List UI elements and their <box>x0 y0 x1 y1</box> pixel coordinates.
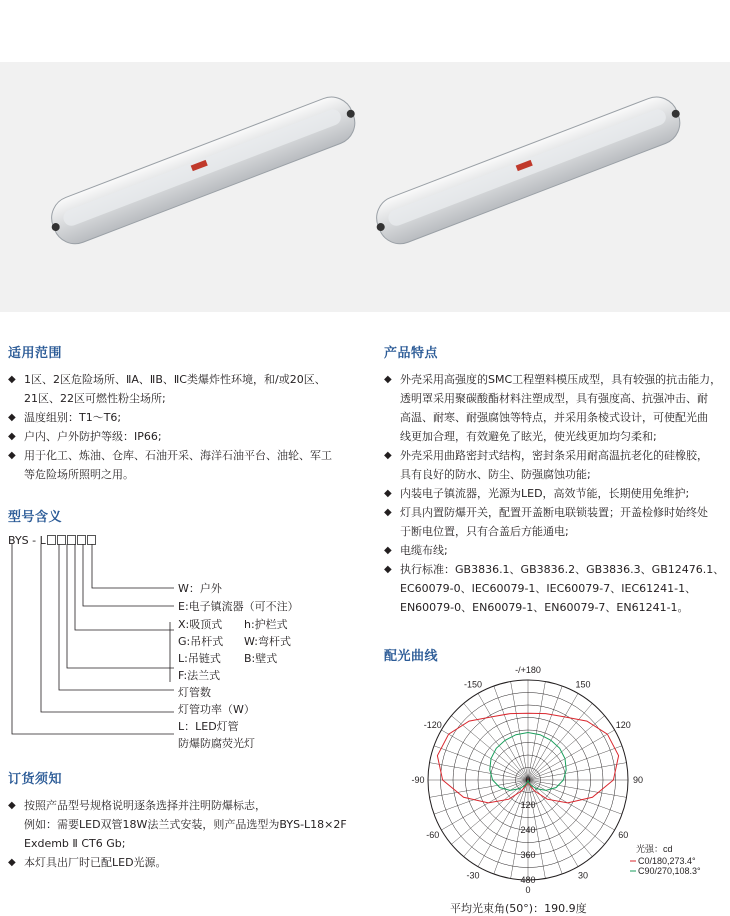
model-label-pole: G:吊杆式 <box>178 635 224 648</box>
polar-angle-label: 30 <box>577 870 589 881</box>
model-label-ceiling: X:吸顶式 <box>178 618 223 631</box>
features-item-line: 具有良好的防水、防尘、防强腐蚀功能; <box>400 468 591 481</box>
model-label-product-name: 防爆防腐荧光灯 <box>178 737 255 750</box>
application-item-line: 温度组别：T1～T6; <box>24 411 122 424</box>
application-item-line: 1区、2区危险场所、ⅡA、ⅡB、ⅡC类爆炸性环境，和/或20区、 <box>24 373 326 386</box>
order-item-line: 本灯具出厂时已配LED光源。 <box>24 856 167 869</box>
bullet-diamond-icon: ◆ <box>8 800 16 811</box>
legend-entry: C90/270,108.3° <box>638 866 701 876</box>
order-item <box>8 796 368 853</box>
features-item-line: 内装电子镇流器，光源为LED，高效节能，长期使用免维护; <box>400 487 690 500</box>
features-item <box>384 370 730 446</box>
features-item <box>384 446 730 484</box>
polar-angle-label: 120 <box>615 720 631 730</box>
product-photo <box>0 62 730 312</box>
order-item-line: 例如：需要LED双管18W法兰式安装，则产品选型为BYS-L18×2F <box>24 818 347 831</box>
order-item <box>8 853 368 872</box>
bullet-diamond-icon: ◆ <box>8 412 16 423</box>
features-item-line: 外壳采用高强度的SMC工程塑料模压成型，具有较强的抗击能力， <box>400 373 722 386</box>
order-title: 订货须知 <box>8 772 63 787</box>
features-item-line: 电缆布线; <box>400 544 448 557</box>
application-item-line: 21区、22区可燃性粉尘场所; <box>24 392 166 405</box>
features-item <box>384 503 730 541</box>
features-item-line: 线更加合理，有效避免了眩光，使光线更加均匀柔和; <box>400 430 657 443</box>
curve-title: 配光曲线 <box>384 649 439 664</box>
features-item-line: 灯具内置防爆开关，配置开盖断电联锁装置；开盖检修时始终处 <box>400 506 708 519</box>
lamp-image-left <box>43 90 363 251</box>
bullet-diamond-icon: ◆ <box>8 431 16 442</box>
order-item-line: 按照产品型号规格说明逐条选择并注明防爆标志， <box>24 799 266 812</box>
application-item <box>8 427 358 446</box>
polar-angle-label: -30 <box>466 870 480 881</box>
features-item <box>384 541 730 560</box>
model-label-bent-pole: W:弯杆式 <box>244 635 291 648</box>
features-title: 产品特点 <box>384 346 439 361</box>
polar-angle-label: 90 <box>632 775 644 785</box>
polar-radial-tick: 120 <box>520 800 536 810</box>
application-title: 适用范围 <box>8 346 63 361</box>
features-item-line: 外壳采用曲路密封式结构，密封条采用耐高温抗老化的硅橡胶， <box>400 449 708 462</box>
bullet-diamond-icon: ◆ <box>8 374 16 385</box>
application-item-line: 用于化工、炼油、仓库、石油开采、海洋石油平台、油轮、军工 <box>24 449 332 462</box>
legend-entry: C0/180,273.4° <box>638 856 696 866</box>
features-item-line: 执行标准：GB3836.1、GB3836.2、GB3836.3、GB12476.1、 <box>400 563 725 576</box>
application-item-line: 等危险场所照明之用。 <box>24 468 134 481</box>
order-item-line: Exdemb Ⅱ CT6 Gb; <box>24 837 126 850</box>
lamp-image-right <box>368 90 688 251</box>
model-diagram-lines <box>0 540 180 750</box>
features-item <box>384 484 730 503</box>
bullet-diamond-icon: ◆ <box>384 488 392 499</box>
polar-angle-label: -150 <box>463 679 483 690</box>
polar-angle-label: 60 <box>618 830 629 840</box>
bullet-diamond-icon: ◆ <box>8 450 16 461</box>
model-label-led-tube: L：LED灯管 <box>178 720 239 733</box>
application-item <box>8 408 358 427</box>
model-title: 型号含义 <box>8 510 63 525</box>
model-label-outdoor: W：户外 <box>178 582 222 595</box>
features-item-line: 透明罩采用聚碳酸酯材料注塑成型，具有强度高、抗强冲击、耐 <box>400 392 708 405</box>
application-item-line: 户内、户外防护等级：IP66; <box>24 430 162 443</box>
application-item <box>8 446 358 484</box>
polar-radial-tick: 0 <box>525 775 531 785</box>
product-banner <box>0 62 730 312</box>
features-item <box>384 560 730 617</box>
light-distribution-chart <box>400 665 730 900</box>
polar-radial-tick: 240 <box>520 825 536 835</box>
bullet-diamond-icon: ◆ <box>8 857 16 868</box>
polar-angle-label: 150 <box>575 679 591 690</box>
polar-angle-label: -/+180 <box>515 665 541 675</box>
model-code: BYS - L <box>8 534 96 547</box>
polar-angle-label: 0 <box>525 885 531 895</box>
model-label-flange: F:法兰式 <box>178 669 221 682</box>
polar-angle-label: -90 <box>411 775 425 785</box>
average-beam-angle: 平均光束角(50°)：190.9度 <box>450 902 587 915</box>
bullet-diamond-icon: ◆ <box>384 564 392 575</box>
features-item-line: 高温、耐寒、耐强腐蚀等特点，并采用条棱式设计，可使配光曲 <box>400 411 708 424</box>
bullet-diamond-icon: ◆ <box>384 545 392 556</box>
bullet-diamond-icon: ◆ <box>384 450 392 461</box>
polar-angle-label: -120 <box>423 720 442 730</box>
model-label-guardrail: h:护栏式 <box>244 618 288 631</box>
bullet-diamond-icon: ◆ <box>384 507 392 518</box>
polar-radial-tick: 360 <box>520 850 536 860</box>
model-label-wall: B:壁式 <box>244 652 278 665</box>
bullet-diamond-icon: ◆ <box>384 374 392 385</box>
features-item-line: 于断电位置，只有合盖后方能通电; <box>400 525 569 538</box>
features-item-line: EN60079-0、EN60079-1、EN60079-7、EN61241-1。 <box>400 601 689 614</box>
legend-title: 光强：cd <box>636 844 673 854</box>
model-label-tube-count: 灯管数 <box>178 686 211 699</box>
application-item <box>8 370 358 408</box>
features-item-line: EC60079-0、IEC60079-1、IEC60079-7、IEC61241-1、 <box>400 582 697 595</box>
polar-angle-label: -60 <box>426 830 440 840</box>
model-label-chain: L:吊链式 <box>178 652 221 665</box>
model-label-tube-power: 灯管功率（W） <box>178 703 255 716</box>
model-label-ballast: E:电子镇流器（可不注） <box>178 600 299 613</box>
polar-radial-tick: 480 <box>520 875 536 885</box>
